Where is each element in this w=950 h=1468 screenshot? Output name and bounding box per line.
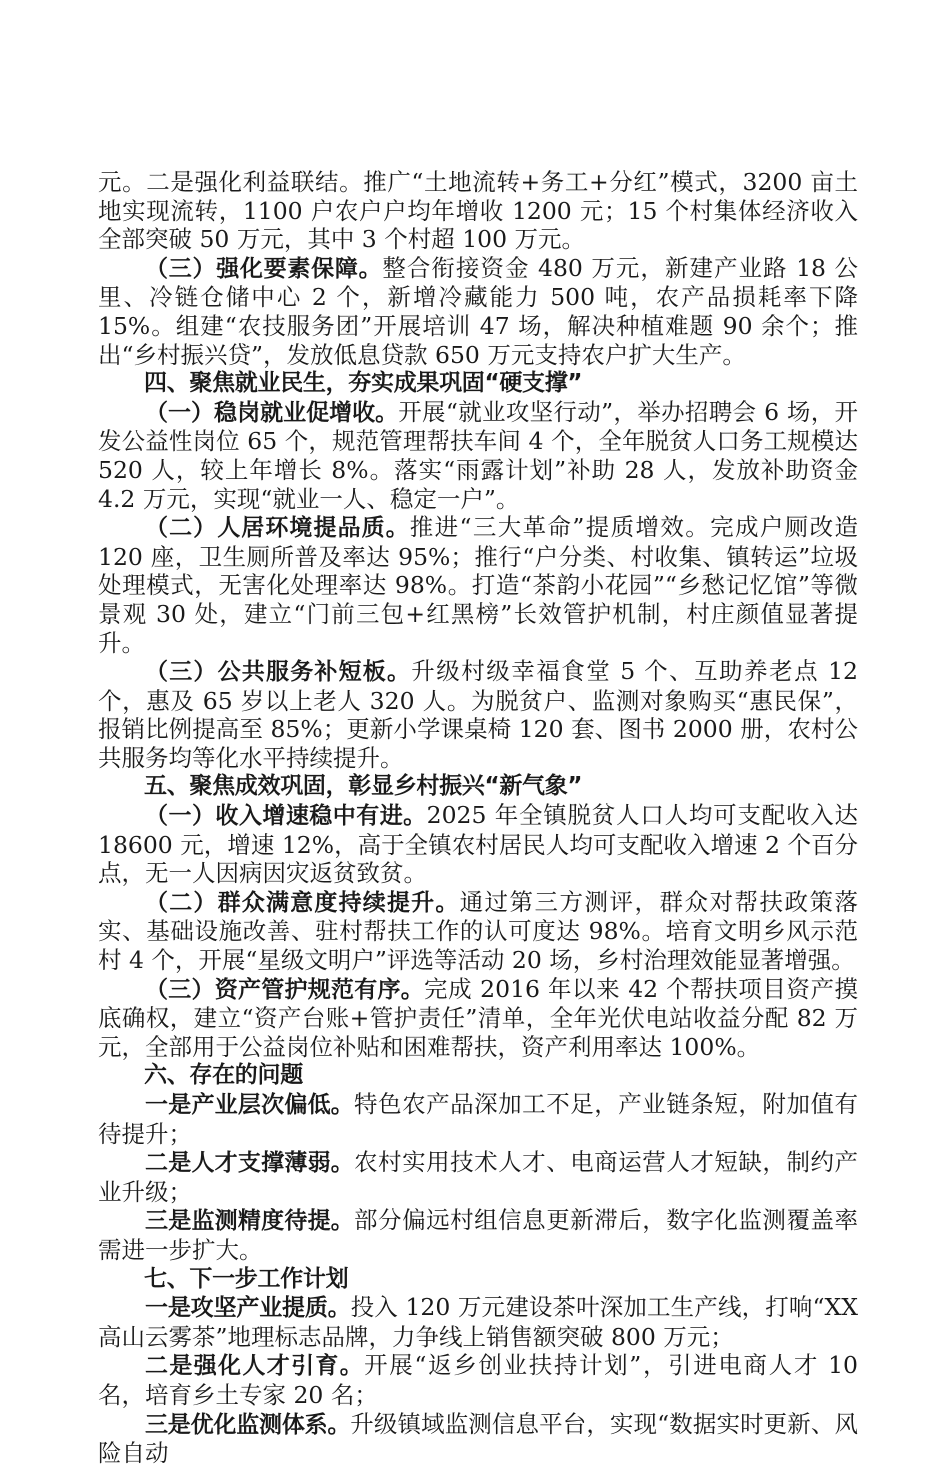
paragraph-body: 2025 年全镇脱贫人口人均可支配收入达 18600 元，增速 12%，高于全镇农村居民人均可支配收入增速 2 个百分点，无一人因病因灾返贫致贫。 [98, 801, 858, 888]
paragraph-body: 投入 120 万元建设茶叶深加工生产线，打响“XX 高山云雾茶”地理标志品牌，力争线上销售额突破 800 万元； [98, 1293, 858, 1351]
paragraph-lead-in: 一是产业层次偏低。 [145, 1092, 355, 1118]
section-heading [98, 1265, 858, 1294]
paragraph-lead-in: （三）资产管护规范有序。 [145, 976, 425, 1003]
heading-text: 七、下一步工作计划 [144, 1265, 349, 1292]
body-paragraph [98, 888, 858, 975]
body-paragraph [98, 1410, 858, 1468]
body-paragraph [98, 513, 858, 657]
paragraph-body: 特色农产品深加工不足，产业链条短，附加值有待提升； [98, 1090, 858, 1148]
paragraph-body: 通过第三方测评，群众对帮扶政策落实、基础设施改善、驻村帮扶工作的认可度达 98%。培育文明乡风示范村 4 个，开展“星级文明户”评选等活动 20 场，乡村治理效能显著增强。 [98, 887, 859, 975]
paragraph-body: 推进“三大革命”提质增效。完成户厕改造 120 座，卫生厕所普及率达 95%；推行“户分类、村收集、镇转运”垃圾处理模式，无害化处理率达 98%。打造“茶韵小花园”“乡愁记忆馆”等微景观 30 处，建立“门前三包+红黑榜”长效管护机制，村庄颜值显著提升。 [98, 513, 859, 657]
body-paragraph [98, 1090, 858, 1148]
paragraph-lead-in: （三）强化要素保障。 [145, 255, 383, 282]
paragraph-lead-in: 二是人才支撑薄弱。 [145, 1150, 355, 1177]
body-paragraph [98, 254, 858, 369]
paragraph-lead-in: （二）群众满意度持续提升。 [145, 889, 460, 916]
paragraph-body: 完成 2016 年以来 42 个帮扶项目资产摸底确权，建立“资产台账+管护责任”清单，全年光伏电站收益分配 82 万元，全部用于公益岗位补贴和困难帮扶，资产利用率达 100%。 [98, 974, 858, 1061]
paragraph-lead-in: （二）人居环境提品质。 [145, 515, 410, 542]
body-paragraph [98, 1206, 858, 1264]
body-paragraph [98, 398, 858, 513]
paragraph-body: 部分偏远村组信息更新滞后，数字化监测覆盖率需进一步扩大。 [98, 1206, 858, 1264]
paragraph-lead-in: （三）公共服务补短板。 [145, 659, 412, 686]
paragraph-lead-in: 一是攻坚产业提质。 [145, 1295, 351, 1322]
body-paragraph [98, 1293, 858, 1351]
paragraph-body: 开展“返乡创业扶持计划”，引进电商人才 10 名，培育乡土专家 20 名； [98, 1351, 858, 1409]
paragraph-lead-in: （一）收入增速稳中有进。 [145, 803, 427, 830]
paragraph-lead-in: 三是优化监测体系。 [145, 1411, 351, 1438]
paragraph-lead-in: 二是强化人才引育。 [145, 1353, 365, 1380]
paragraph-lead-in: 三是监测精度待提。 [145, 1208, 355, 1235]
heading-text: 六、存在的问题 [144, 1062, 303, 1089]
paragraph-body: 升级村级幸福食堂 5 个、互助养老点 12 个，惠及 65 岁以上老人 320 人。为脱贫户、监测对象购买“惠民保”，报销比例提高至 85%；更新小学课桌椅 120 套、图书 2000 册，农村公共服务均等化水平持续提升。 [98, 657, 859, 772]
body-paragraph [98, 975, 858, 1062]
paragraph-body: 农村实用技术人才、电商运营人才短缺，制约产业升级； [98, 1148, 858, 1206]
paragraph-body: 开展“就业攻坚行动”，举办招聘会 6 场，开发公益性岗位 65 个，规范管理帮扶车间 4 个，全年脱贫人口务工规模达 520 人，较上年增长 8%。落实“雨露计划”补助 28 人，发放补助资金 4.2 万元，实现“就业一人、稳定一户”。 [98, 397, 859, 513]
paragraph-lead-in: （一）稳岗就业促增收。 [145, 399, 399, 426]
body-paragraph [98, 168, 858, 254]
heading-text: 四、聚焦就业民生，夯实成果巩固“硬支撑” [144, 370, 583, 397]
body-paragraph [98, 1351, 858, 1409]
body-paragraph [98, 1148, 858, 1206]
paragraph-body: 元。二是强化利益联结。推广“土地流转+务工+分红”模式，3200 亩土地实现流转，1100 户农户户均年增收 1200 元；15 个村集体经济收入全部突破 50 万元，其中 3 个村超 100 万元。 [98, 168, 858, 254]
document-text-column [98, 168, 858, 1468]
body-paragraph [98, 657, 858, 772]
section-heading [98, 772, 858, 801]
body-paragraph [98, 801, 858, 888]
paragraph-body: 整合衔接资金 480 万元，新建产业路 18 公里、冷链仓储中心 2 个，新增冷藏能力 500 吨，农产品损耗率下降 15%。组建“农技服务团”开展培训 47 场，解决种植难题 90 余个；推出“乡村振兴贷”，发放低息贷款 650 万元支持农户扩大生产。 [98, 253, 858, 369]
section-heading [98, 369, 858, 398]
paragraph-body: 升级镇域监测信息平台，实现“数据实时更新、风险自动 [98, 1409, 858, 1468]
section-heading [98, 1061, 858, 1090]
heading-text: 五、聚焦成效巩固，彰显乡村振兴“新气象” [144, 773, 583, 800]
